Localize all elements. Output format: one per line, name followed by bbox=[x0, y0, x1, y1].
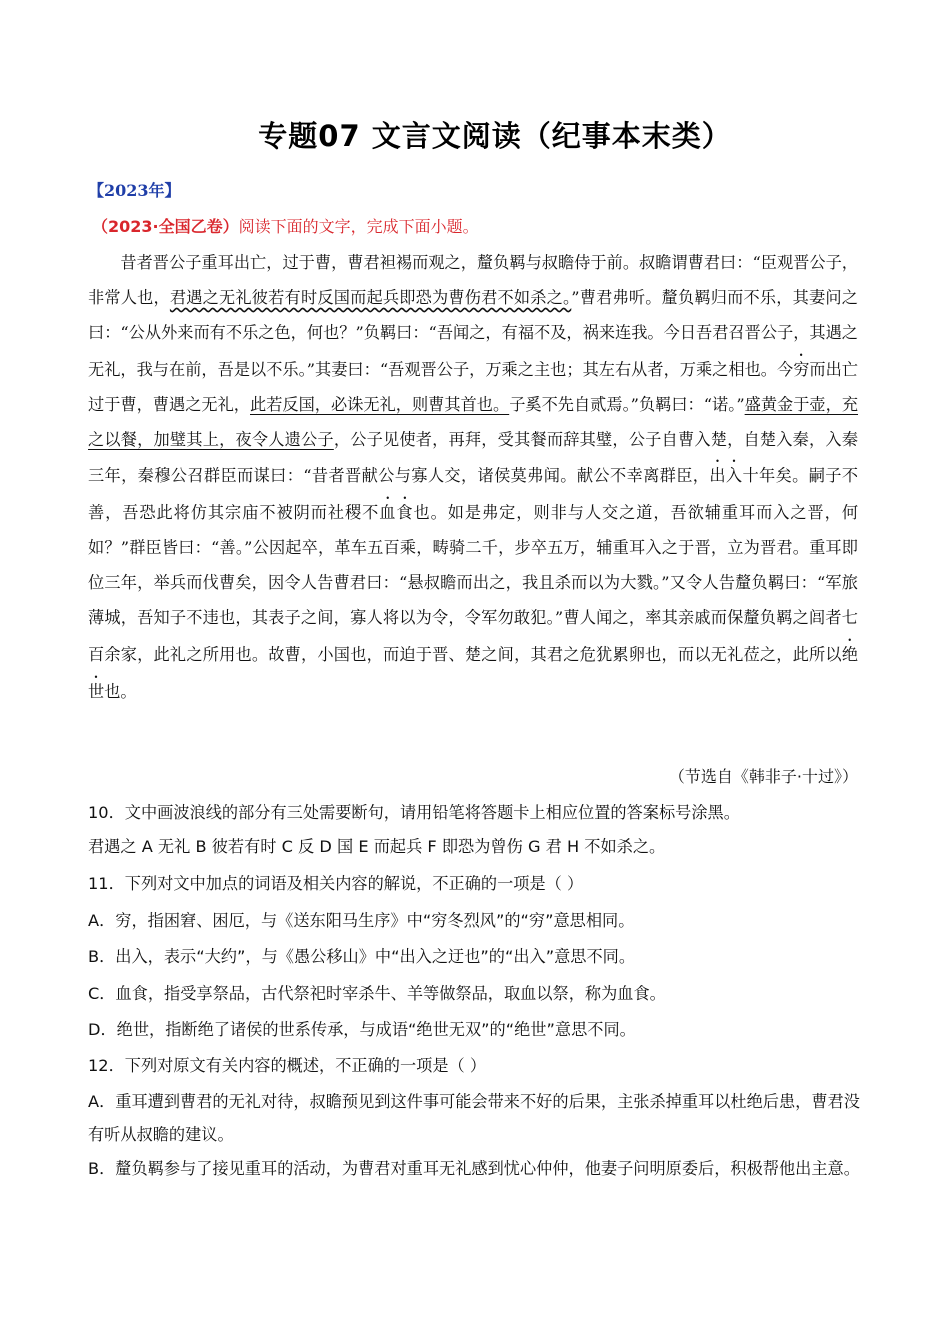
wavy-underlined-sentence: 君遇之无礼彼若有时反国而起兵即恐为曹伤君不如杀之。 bbox=[169, 287, 572, 307]
page-title: 专题07 文言文阅读（纪事本末类） bbox=[258, 119, 732, 153]
question-11-option-d: D．绝世，指断绝了诸侯的世系传承，与成语“绝世无双”的“绝世”意思不同。 bbox=[88, 1020, 636, 1039]
classical-passage bbox=[88, 246, 858, 710]
question-12-stem: 12．下列对原文有关内容的概述，不正确的一项是（ ） bbox=[88, 1056, 487, 1075]
passage-text: 十年矣。嗣子不善，吾恐此将仿其宗庙不被阴而社稷不 bbox=[88, 466, 859, 523]
underlined-sentence-2: 盛黄金于壶，充之以餐，加璧其上，夜令人遗公子 bbox=[88, 394, 859, 449]
underlined-sentence-1: 此若反国，必诛无礼，则曹其首也。 bbox=[250, 394, 510, 414]
dotted-word-xueshi: 血食 bbox=[379, 503, 414, 523]
dotted-word-jueshi: 绝世 bbox=[88, 644, 858, 701]
passage-text: 也。 bbox=[104, 681, 137, 701]
passage-text: 而出亡过于曹，曹遇之无礼， bbox=[88, 359, 858, 414]
passage-text: ”曹君弗听。釐负羁归而不乐，其妻问之曰：“公从外来而有不乐之色，何也？”负羁曰：“吾闻之，有福不及，祸来连我。今日吾君召晋公子，其遇之无礼，我与在前，吾是以不乐。”其妻曰：“吾观晋公子，万乘之主也；其左右从者，万乘之相也。今 bbox=[88, 287, 858, 379]
dotted-word-qiong: 穷 bbox=[793, 359, 810, 379]
passage-text: ，公子见使者，再拜，受其餐而辞其璧，公子自曹入楚，自楚入秦，入秦三年，秦穆公召群臣而谋曰：“昔者晋献公与寡人交，诸侯莫弗闻。献公不幸离群臣， bbox=[88, 429, 859, 486]
question-12-option-a: A．重耳遭到曹君的无礼对待，叔瞻预见到这件事可能会带来不好的后果，主张杀掉重耳以杜绝后患，曹君没有听从叔瞻的建议。 bbox=[88, 1092, 860, 1144]
question-11-option-b: B．出入，表示“大约”，与《愚公移山》中“出入之迂也”的“出入”意思不同。 bbox=[88, 947, 636, 966]
question-10-text: 君遇之 A 无礼 B 彼若有时 C 反 D 国 E 而起兵 F 即恐为曾伤 G 君 H 不如杀之。 bbox=[88, 837, 666, 856]
question-10-stem: 10．文中画波浪线的部分有三处需要断句，请用铅笔将答题卡上相应位置的答案标号涂黑。 bbox=[88, 803, 740, 822]
source-line bbox=[92, 214, 479, 237]
passage-text: 子奚不先自贰焉。”负羁曰：“诺。” bbox=[509, 394, 745, 414]
reading-instruction: 阅读下面的文字，完成下面小题。 bbox=[238, 217, 479, 236]
question-11-option-a: A．穷，指困窘、困厄，与《送东阳马生序》中“穷冬烈风”的“穷”意思相同。 bbox=[88, 911, 635, 930]
year-tag: 【2023年】 bbox=[88, 181, 181, 200]
question-11-option-c: C．血食，指受享祭品，古代祭祀时宰杀牛、羊等做祭品，取血以祭，称为血食。 bbox=[88, 984, 666, 1003]
question-12-option-b: B．釐负羁参与了接见重耳的活动，为曹君对重耳无礼感到忧心仲仲，他妻子问明原委后，积极帮他出主意。 bbox=[88, 1159, 860, 1178]
passage-citation: （节选自《韩非子·十过》） bbox=[668, 767, 858, 786]
passage-text: 也。如是弗定，则非与人交之道，吾欲辅重耳而入之晋，何如？”群臣皆曰：“善。”公因起卒，革车五百乘，畴骑二千，步卒五万，辅重耳入之于晋，立为晋君。重耳即位三年，举兵而伐曹矣，因令人告曹君曰：“悬叔瞻而出之，我且杀而以为大戮。”又令人告釐负羁曰：“军旅薄城，吾知子不违也，其表子之间，寡人将以为令，令军勿敢犯。”曹人闻之，率其亲戚而保釐负羁之闾者七百余家，此礼之所用也。故曹，小国也，而迫于晋、楚之间，其君之危犹累卵也，而以无礼莅之，此所以 bbox=[88, 503, 859, 664]
passage-text: 昔者晋公子重耳出亡，过于曹，曹君袒裼而观之，釐负羁与叔瞻侍于前。叔瞻谓曹君曰：“臣观晋公子，非常人也， bbox=[88, 253, 858, 307]
exam-source: （2023·全国乙卷） bbox=[92, 217, 239, 236]
question-11-stem: 11．下列对文中加点的词语及相关内容的解说，不正确的一项是（ ） bbox=[88, 874, 584, 893]
dotted-word-churu: 出入 bbox=[709, 466, 743, 486]
